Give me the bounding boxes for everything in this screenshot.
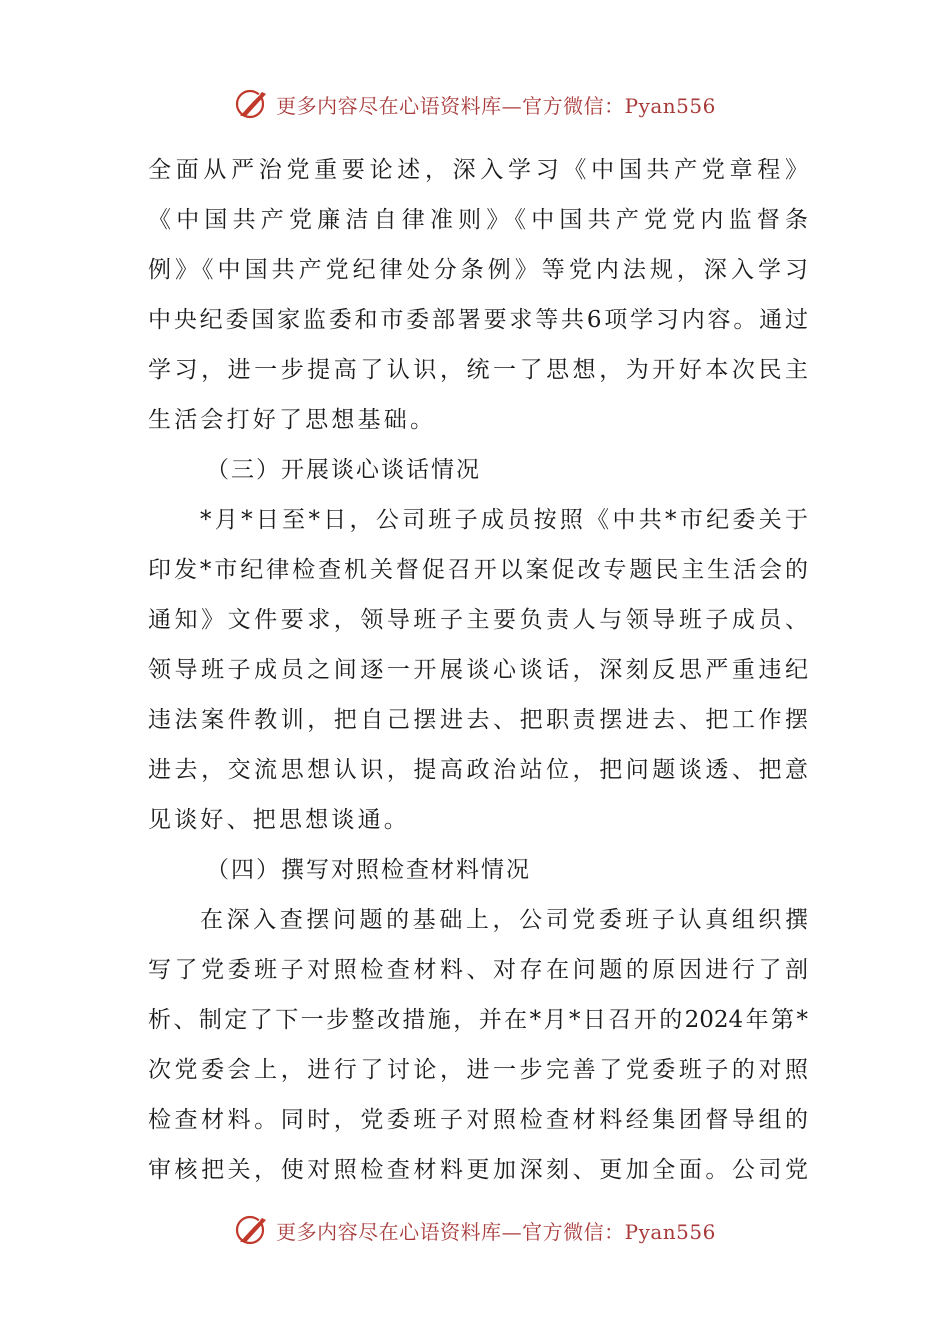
quill-logo-icon <box>234 1212 270 1248</box>
text-line: 违法案件教训，把自己摆进去、把职责摆进去、把工作摆 <box>148 707 808 733</box>
text-line: 次党委会上，进行了讨论，进一步完善了党委班子的对照 <box>148 1057 808 1083</box>
quill-logo-icon <box>234 86 270 122</box>
section-heading: （三）开展谈心谈话情况 <box>206 457 481 483</box>
text-line: 中央纪委国家监委和市委部署要求等共6项学习内容。通过 <box>148 307 808 333</box>
text-line: 例》《中国共产党纪律处分条例》等党内法规，深入学习 <box>148 257 808 283</box>
text-line: *月*日至*日，公司班子成员按照《中共*市纪委关于 <box>200 507 808 533</box>
text-line: 析、制定了下一步整改措施，并在*月*日召开的2024年第* <box>148 1007 808 1033</box>
text-line: 审核把关，使对照检查材料更加深刻、更加全面。公司党 <box>148 1157 808 1183</box>
text-line: 写了党委班子对照检查材料、对存在问题的原因进行了剖 <box>148 957 808 983</box>
text-line: 检查材料。同时，党委班子对照检查材料经集团督导组的 <box>148 1107 808 1133</box>
text-line: 生活会打好了思想基础。 <box>148 407 437 433</box>
section-heading: （四）撰写对照检查材料情况 <box>206 857 531 883</box>
watermark-text: 更多内容尽在心语资料库—官方微信：Pyan556 <box>276 1219 716 1244</box>
footer-watermark-banner <box>0 1210 950 1250</box>
text-line: 《中国共产党廉洁自律准则》《中国共产党党内监督条 <box>148 207 808 233</box>
text-line: 印发*市纪律检查机关督促召开以案促改专题民主生活会的 <box>148 557 808 583</box>
watermark-text: 更多内容尽在心语资料库—官方微信：Pyan556 <box>276 93 716 118</box>
text-line: 通知》文件要求，领导班子主要负责人与领导班子成员、 <box>148 607 808 633</box>
document-body <box>148 145 808 1195</box>
text-line: 见谈好、把思想谈通。 <box>148 807 410 833</box>
header-watermark-banner <box>0 84 950 124</box>
text-line: 领导班子成员之间逐一开展谈心谈话，深刻反思严重违纪 <box>148 657 808 683</box>
text-line: 学习，进一步提高了认识，统一了思想，为开好本次民主 <box>148 357 808 383</box>
text-line: 全面从严治党重要论述，深入学习《中国共产党章程》 <box>148 157 808 183</box>
text-line: 进去，交流思想认识，提高政治站位，把问题谈透、把意 <box>148 757 808 783</box>
text-line: 在深入查摆问题的基础上，公司党委班子认真组织撰 <box>200 907 808 933</box>
